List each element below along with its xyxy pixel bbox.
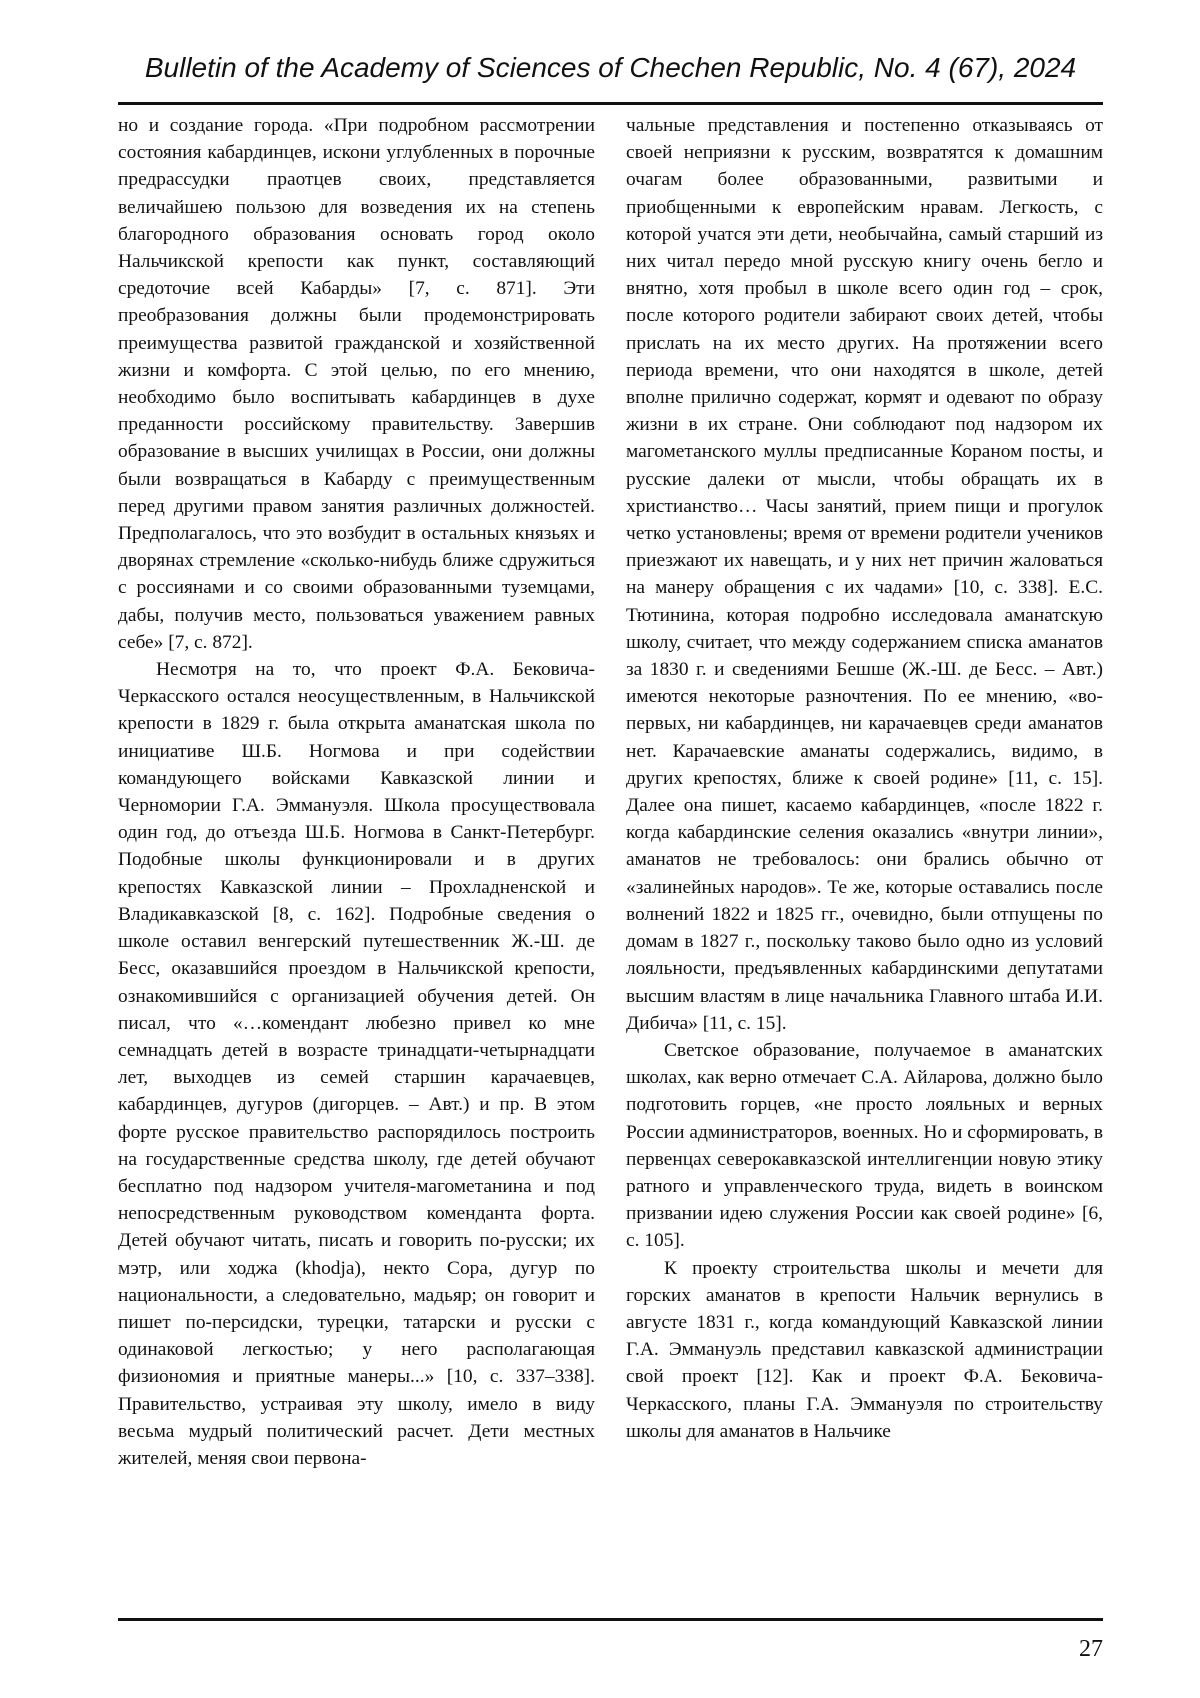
left-column <box>118 112 595 1608</box>
paragraph: но и создание города. «При подробном рассмотрении состояния кабардинцев, искони углубленных в порочные предрассудки праотцев своих, представляется величайшею пользою для возведения их на степень благородного образования основать город около Нальчикской крепости как пункт, составляющий средоточие всей Кабарды» [7, с. 871]. Эти преобразования должны были продемонстрировать преимущества развитой гражданской и хозяйственной жизни и комфорта. С этой целью, по его мнению, необходимо было воспитывать кабардинцев в духе преданности российскому правительству. Завершив образование в высших училищах в России, они должны были возвращаться в Кабарду с преимущественным перед другими правом занятия различных должностей. Предполагалось, что это возбудит в остальных князьях и дворянах стремление «сколько-нибудь ближе сдружиться с россиянами и со своими образованными туземцами, дабы, получив место, пользоваться уважением равных себе» [7, с. 872]. <box>118 115 595 653</box>
right-column <box>626 112 1103 1608</box>
paragraph: К проекту строительства школы и мечети для горских аманатов в крепости Нальчик вернулись в августе 1831 г., когда командующий Кавказской линии Г.А. Эммануэль представил кавказской администрации свой проект [12]. Как и проект Ф.А. Бековича-Черкасского, планы Г.А. Эммануэля по строительству школы для аманатов в Нальчике <box>626 1257 1103 1442</box>
page-number: 27 <box>1079 1636 1103 1662</box>
paragraph: Несмотря на то, что проект Ф.А. Бековича-Черкасского остался неосуществленным, в Нальчикской крепости в 1829 г. была открыта аманатская школа по инициативе Ш.Б. Ногмова и при содействии командующего войсками Кавказской линии и Черномории Г.А. Эммануэля. Школа просуществовала один год, до отъезда Ш.Б. Ногмова в Санкт-Петербург. Подобные школы функционировали и в других крепостях Кавказской линии – Прохладненской и Владикавказской [8, с. 162]. Подробные сведения о школе оставил венгерский путешественник Ж.-Ш. де Бесс, оказавшийся проездом в Нальчикской крепости, ознакомившийся с организацией обучения детей. Он писал, что «…комендант любезно привел ко мне семнадцать детей в возрасте тринадцати-четырнадцати лет, выходцев из семей старшин карачаевцев, кабардинцев, дугуров (дигорцев. – Авт.) и пр. В этом форте русское правительство распорядилось построить на государственные средства школу, где детей обучают бесплатно под надзором учителя-магометанина и под непосредственным руководством коменданта форта. Детей обучают читать, писать и говорить по-русски; их мэтр, или ходжа (khodja), некто Сора, дугур по национальности, а следовательно, мадьяр; он говорит и пишет по-персидски, турецки, татарски и русски с одинаковой легкостью; у него располагающая физиономия и приятные манеры...» [10, с. 337–338]. Правительство, устраивая эту школу, имело в виду весьма мудрый политический расчет. Дети местных жителей, меняя свои первона- <box>118 659 595 1469</box>
paragraph: Светское образование, получаемое в аманатских школах, как верно отмечает С.А. Айларова, должно было подготовить горцев, «не просто лояльных и верных России администраторов, военных. Но и сформировать, в первенцах северокавказской интеллигенции новую этику ратного и управленческого труда, видеть в воинском призвании идею служения России как своей родине» [6, с. 105]. <box>626 1039 1103 1252</box>
header-rule <box>118 102 1103 105</box>
paragraph: чальные представления и постепенно отказываясь от своей неприязни к русским, возвратятся к домашним очагам более образованными, развитыми и приобщенными к европейским нравам. Легкость, с которой учатся эти дети, необычайна, самый старший из них читал передо мной русскую книгу очень бегло и внятно, хотя пробыл в школе всего один год – срок, после которого родители забирают своих детей, чтобы прислать на их место других. На протяжении всего периода времени, что они находятся в школе, детей вполне прилично содержат, кормят и одевают по образу жизни в их стране. Они соблюдают под надзором их магометанского муллы предписанные Кораном посты, и русские далеки от мысли, чтобы обращать их в христианство… Часы занятий, прием пищи и прогулок четко установлены; время от времени родители учеников приезжают их навещать, и у них нет причин жаловаться на манеру обращения с их чадами» [10, с. 338]. Е.С. Тютинина, которая подробно исследовала аманатскую школу, считает, что между содержанием списка аманатов за 1830 г. и сведениями Бешше (Ж.-Ш. де Бесс. – Авт.) имеются некоторые разночтения. По ее мнению, «во-первых, ни кабардинцев, ни карачаевцев среди аманатов нет. Карачаевские аманаты содержались, видимо, в других крепостях, ближе к своей родине» [11, с. 15]. Далее она пишет, касаемо кабардинцев, «после 1822 г. когда кабардинские селения оказались «внутри линии», аманатов не требовалось: они брались обычно от «залинейных народов». Те же, которые оставались после волнений 1822 и 1825 гг., очевидно, были отпущены по домам в 1827 г., поскольку таково было одно из условий лояльности, предъявленных кабардинскими депутатами высшим властям в лице начальника Главного штаба И.И. Дибича» [11, с. 15]. <box>626 115 1103 1034</box>
footer-rule <box>118 1618 1103 1621</box>
journal-header: Bulletin of the Academy of Sciences of Chechen Republic, No. 4 (67), 2024 <box>144 52 1077 83</box>
